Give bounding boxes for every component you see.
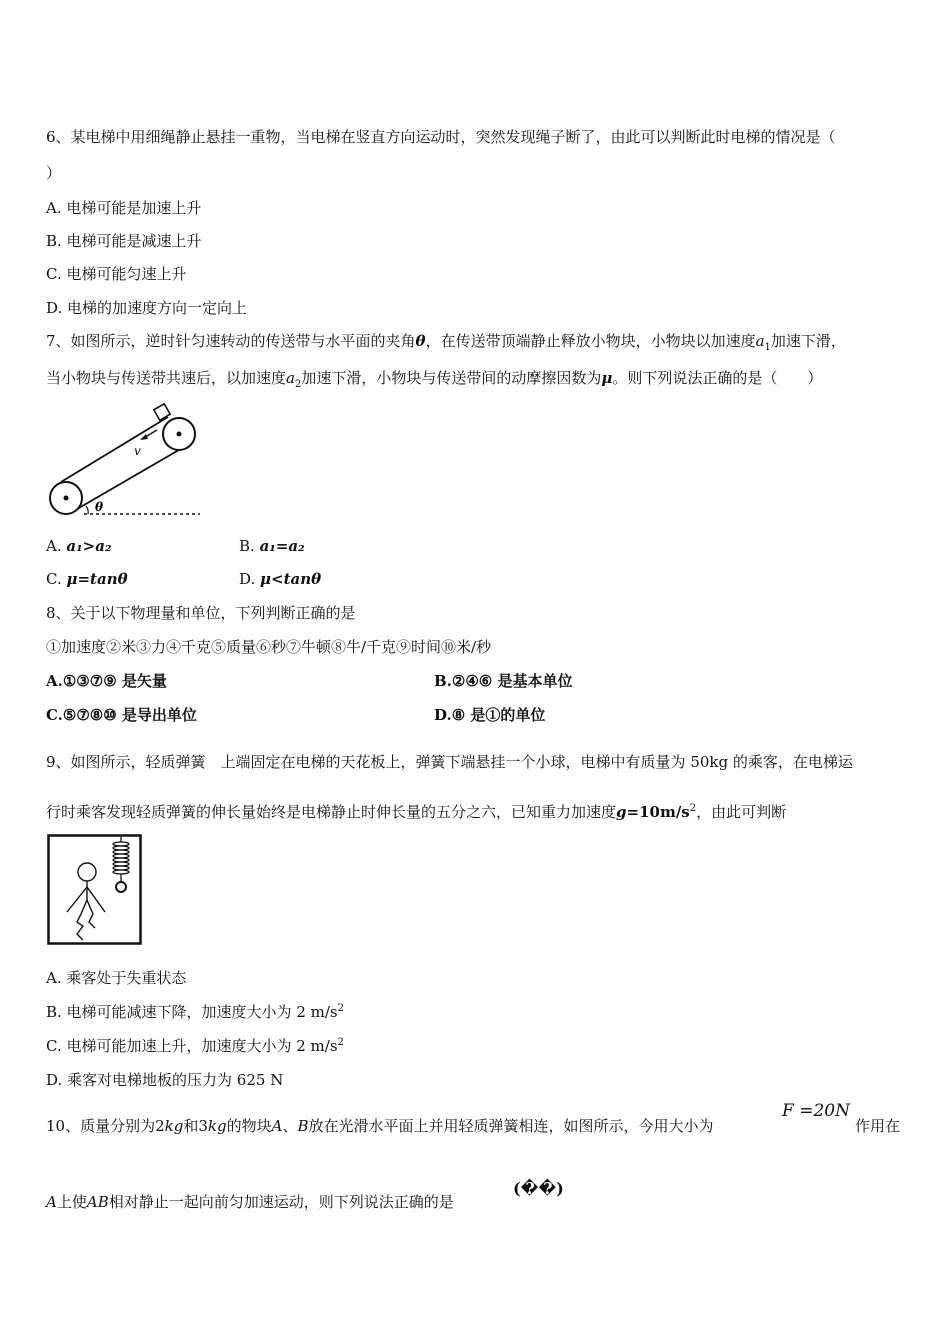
q7-stem-text: 加速下滑，: [770, 332, 846, 350]
q7-stem-text: 。则下列说法正确的是（ ）: [612, 369, 823, 387]
q7-stem-line1: [46, 331, 846, 351]
q7-option-a: [46, 536, 112, 556]
q6-option-c: C. 电梯可能匀速上升: [46, 265, 187, 283]
velocity-label: v: [134, 444, 141, 458]
q10-stem-end: 作用在: [855, 1117, 901, 1135]
q9-stem-line2: [46, 802, 786, 822]
q9-stem-text: ，由此可判断: [696, 803, 787, 821]
q7-a2: a: [286, 369, 295, 387]
q9-option-c-sup: 2: [337, 1037, 344, 1048]
q10-ab: AB: [86, 1193, 109, 1211]
q8-option-a: A.①③⑦⑨ 是矢量: [46, 672, 167, 690]
q9-option-c: [46, 1036, 344, 1056]
q10-stem-text: 相对静止一起向前匀加速运动，则下列说法正确的是: [108, 1193, 454, 1211]
belt-top-line: [61, 417, 168, 482]
q7-option-c-math: μ=tanθ: [66, 570, 128, 588]
q7-option-b-math: a₁=a₂: [259, 537, 305, 555]
q7-option-a-label: A.: [46, 537, 62, 555]
q7-stem-line2: [46, 368, 822, 388]
q7-stem-text: ，在传送带顶端静止释放小物块，小物块以加速度: [425, 332, 756, 350]
q9-option-d: D. 乘客对电梯地板的压力为 625 N: [46, 1071, 284, 1089]
q10-garbled-paren: (��): [513, 1179, 564, 1198]
q9-option-b-text: B. 电梯可能减速下降，加速度大小为 2 m/s: [46, 1003, 338, 1021]
q10-mass1: 2: [155, 1117, 165, 1135]
q6-option-b: B. 电梯可能是减速上升: [46, 232, 202, 250]
q10-stem-text: 放在光滑水平面上并用轻质弹簧相连，如图所示，今用大小为: [308, 1117, 714, 1135]
q7-option-d-math: μ<tanθ: [260, 570, 322, 588]
q10-force-value: F =20N: [782, 1101, 850, 1121]
q10-stem-text: 和: [183, 1117, 199, 1135]
q10-stem-text: 上使: [56, 1193, 87, 1211]
q7-option-c: [46, 569, 128, 589]
q7-option-d: [239, 569, 321, 589]
q10-mass2: 3: [198, 1117, 208, 1135]
q10-stem-line2: [46, 1192, 454, 1212]
q6-option-a: A. 电梯可能是加速上升: [46, 199, 202, 217]
q9-g-value: =10m/s: [626, 803, 690, 821]
q9-option-b-sup: 2: [337, 1003, 344, 1014]
q9-stem-text: 行时乘客发现轻质弹簧的伸长量始终是电梯静止时伸长量的五分之六，已知重力加速度: [46, 803, 617, 821]
q8-option-d: D.⑧ 是①的单位: [434, 706, 546, 724]
q7-stem-text: 加速下滑，小物块与传送带间的动摩擦因数为: [301, 369, 602, 387]
q7-option-a-math: a₁>a₂: [66, 537, 112, 555]
elevator-figure: [47, 834, 143, 946]
q10-block-a: A: [271, 1117, 283, 1135]
q8-list: ①加速度②米③力④千克⑤质量⑥秒⑦牛顿⑧牛/千克⑨时间⑩米/秒: [46, 638, 492, 656]
q10-force: [782, 1101, 850, 1121]
q10-stem-text: 的物块: [226, 1117, 272, 1135]
q7-option-b: [239, 536, 305, 556]
q6-stem-end: ）: [46, 164, 62, 182]
conveyor-belt-figure: [44, 403, 204, 521]
q9-stem-line1: 9、如图所示，轻质弹簧 上端固定在电梯的天花板上，弹簧下端悬挂一个小球，电梯中有质量为 50kg 的乘客，在电梯运: [46, 753, 853, 771]
angle-label: θ: [95, 500, 104, 514]
q9-option-a: A. 乘客处于失重状态: [46, 969, 187, 987]
q9-g: g: [616, 803, 627, 821]
q7-option-d-label: D.: [239, 570, 256, 588]
q7-mu: μ: [601, 369, 613, 387]
q10-unit2: kg: [207, 1117, 227, 1135]
q9-option-c-text: C. 电梯可能加速上升，加速度大小为 2 m/s: [46, 1037, 338, 1055]
q10-block-b: B: [297, 1117, 309, 1135]
q9-sup: 2: [689, 803, 697, 814]
q10-block-a2: A: [46, 1193, 57, 1211]
q9-option-b: [46, 1002, 344, 1022]
q8-option-b: B.②④⑥ 是基本单位: [434, 672, 573, 690]
q10-stem-text: 10、质量分别为: [46, 1117, 156, 1135]
q7-stem-text: 7、如图所示，逆时针匀速转动的传送带与水平面的夹角: [46, 332, 416, 350]
q7-option-b-label: B.: [239, 537, 255, 555]
q10-stem-line1: [46, 1116, 714, 1136]
q10-unit1: kg: [164, 1117, 184, 1135]
q7-option-c-label: C.: [46, 570, 62, 588]
q7-theta: θ: [415, 332, 426, 350]
q8-option-c: C.⑤⑦⑧⑩ 是导出单位: [46, 706, 197, 724]
ball: [116, 882, 126, 892]
belt-bottom-line: [72, 447, 184, 512]
q8-stem: 8、关于以下物理量和单位，下列判断正确的是: [46, 604, 356, 622]
q6-stem: 6、某电梯中用细绳静止悬挂一重物，当电梯在竖直方向运动时，突然发现绳子断了，由此可以判断此时电梯的情况是（: [46, 128, 836, 146]
q10-sep: 、: [282, 1117, 298, 1135]
q6-option-d: D. 电梯的加速度方向一定向上: [46, 299, 248, 317]
q7-a1-sub: 1: [764, 342, 771, 353]
q7-stem-text: 当小物块与传送带共速后，以加速度: [46, 369, 287, 387]
q7-a2-sub: 2: [294, 379, 302, 390]
q7-a1: a: [755, 332, 765, 350]
